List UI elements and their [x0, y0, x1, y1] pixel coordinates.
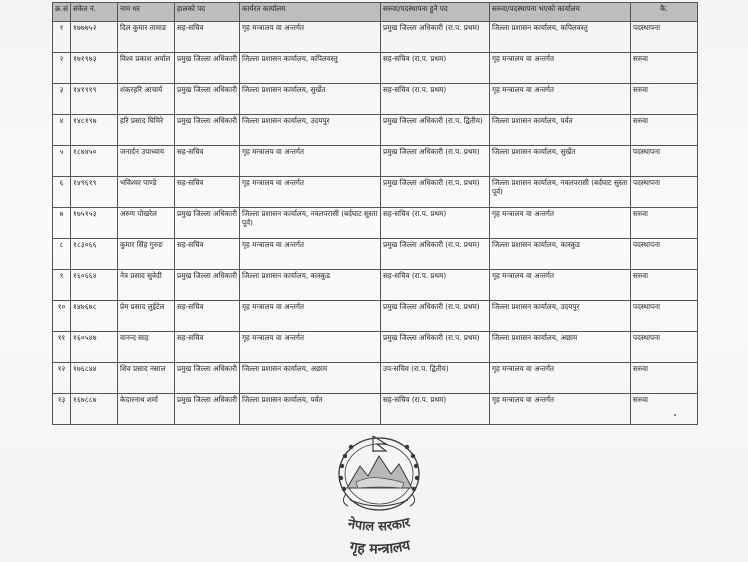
transfer-table [52, 2, 698, 425]
cell-code: १६७८८७ [71, 394, 118, 425]
cell-current-post: सह-सचिव [175, 22, 240, 53]
cell-office: जिल्ला प्रशासन कार्यालय, अछाम [240, 363, 381, 394]
cell-new-office: जिल्ला प्रशासन कार्यालय, नवलपरासी (बर्दघाट सुस्ता पूर्व) [490, 177, 631, 208]
cell-name: नेत्र प्रसाद सुवेदी [118, 270, 175, 301]
cell-name: प्रेम प्रसाद लुईटेल [118, 301, 175, 332]
cell-new-office: जिल्ला प्रशासन कार्यालय, सुर्खेत [490, 146, 631, 177]
cell-code: १४९६१९ [71, 177, 118, 208]
cell-office: गृह मन्त्रालय वा अन्तर्गत [240, 177, 381, 208]
cell-new-office: जिल्ला प्रशासन कार्यालय, उदयपुर [490, 301, 631, 332]
cell-code: १६०६६४ [71, 270, 118, 301]
cell-current-post: प्रमुख जिल्ला अधिकारी [175, 84, 240, 115]
cell-sn: ९ [53, 270, 71, 301]
cell-office: जिल्ला प्रशासन कार्यालय, सुर्खेत [240, 84, 381, 115]
cell-current-post: सह-सचिव [175, 177, 240, 208]
cell-code: १४१९१९ [71, 84, 118, 115]
cell-sn: ८ [53, 239, 71, 270]
cell-office: जिल्ला प्रशासन कार्यालय, कपिलवस्तु [240, 53, 381, 84]
cell-name: वानन्द साह [118, 332, 175, 363]
cell-sn: ११ [53, 332, 71, 363]
cell-office: जिल्ला प्रशासन कार्यालय, नवलपरासी (बर्दघाट सुस्ता पूर्व) [240, 208, 381, 239]
cell-new-post: सह-सचिव (रा.प. प्रथम) [381, 394, 490, 425]
svg-text:नेपाल सरकार [346, 515, 413, 534]
cell-current-post: प्रमुख जिल्ला अधिकारी [175, 270, 240, 301]
table-row [53, 115, 698, 146]
cell-current-post: सह-सचिव [175, 239, 240, 270]
table-header-row [53, 3, 698, 22]
cell-code: १७७७५२ [71, 22, 118, 53]
header-remark: कै. [631, 3, 698, 22]
cell-new-office: गृह मन्त्रालय वा अन्तर्गत [490, 84, 631, 115]
cell-new-office: गृह मन्त्रालय वा अन्तर्गत [490, 394, 631, 425]
cell-sn: २ [53, 53, 71, 84]
ministry-seal [320, 432, 438, 557]
header-sn: क्र.सं [53, 3, 71, 22]
cell-current-post: प्रमुख जिल्ला अधिकारी [175, 115, 240, 146]
cell-name: विश्व प्रकाश अर्याल [118, 53, 175, 84]
cell-name: शंकरहरि आचार्य [118, 84, 175, 115]
cell-sn: ४ [53, 115, 71, 146]
cell-remark: सरुवा [631, 394, 698, 425]
seal-line2: गृह मन्त्रालय [348, 537, 412, 557]
cell-new-post: प्रमुख जिल्ला अधिकारी (रा.प. प्रथम) [381, 301, 490, 332]
cell-code: १७१९७३ [71, 53, 118, 84]
cell-name: अरुण पोखरेल [118, 208, 175, 239]
cell-office: गृह मन्त्रालय वा अन्तर्गत [240, 22, 381, 53]
cell-office: जिल्ला प्रशासन कार्यालय, उदयपुर [240, 115, 381, 146]
table-row [53, 146, 698, 177]
cell-remark: सरुवा [631, 363, 698, 394]
header-office: कार्यरत कार्यालय [240, 3, 381, 22]
table-row [53, 177, 698, 208]
cell-new-post: प्रमुख जिल्ला अधिकारी (रा.प. प्रथम) [381, 239, 490, 270]
table-row [53, 301, 698, 332]
cell-current-post: प्रमुख जिल्ला अधिकारी [175, 208, 240, 239]
cell-new-post: प्रमुख जिल्ला अधिकारी (रा.प. प्रथम) [381, 22, 490, 53]
table-row [53, 84, 698, 115]
cell-new-office: जिल्ला प्रशासन कार्यालय, अछाम [490, 332, 631, 363]
cell-remark: पदस्थापना [631, 332, 698, 363]
cell-new-post: प्रमुख जिल्ला अधिकारी (रा.प. प्रथम) [381, 146, 490, 177]
cell-new-post: उप-सचिव (रा.प. द्वितीय) [381, 363, 490, 394]
table-row [53, 22, 698, 53]
cell-new-post: प्रमुख जिल्ला अधिकारी (रा.प. प्रथम) [381, 177, 490, 208]
cell-remark: सरुवा [631, 270, 698, 301]
cell-code: १७६८४४ [71, 363, 118, 394]
cell-name: जनार्दन उपाध्याय [118, 146, 175, 177]
cell-current-post: प्रमुख जिल्ला अधिकारी [175, 363, 240, 394]
cell-office: गृह मन्त्रालय वा अन्तर्गत [240, 146, 381, 177]
cell-sn: ५ [53, 146, 71, 177]
header-new-office: सरुवा/पदस्थापना भएको कार्यालय [490, 3, 631, 22]
cell-new-post: सह-सचिव (रा.प. प्रथम) [381, 208, 490, 239]
cell-remark: पदस्थापना [631, 22, 698, 53]
cell-office: गृह मन्त्रालय वा अन्तर्गत [240, 239, 381, 270]
cell-new-office: जिल्ला प्रशासन कार्यालय, कपिलवस्तु [490, 22, 631, 53]
cell-name: केदारनाथ शर्मा [118, 394, 175, 425]
cell-remark: सरुवा [631, 208, 698, 239]
cell-new-office: जिल्ला प्रशासन कार्यालय, पर्वत [490, 115, 631, 146]
cell-new-post: सह-सचिव (रा.प. प्रथम) [381, 270, 490, 301]
svg-text:गृह मन्त्रालय [347, 537, 412, 557]
cell-sn: ६ [53, 177, 71, 208]
seal-line1: नेपाल सरकार [346, 515, 412, 535]
table-row [53, 363, 698, 394]
header-code: संकेत नं. [71, 3, 118, 22]
table-row [53, 332, 698, 363]
cell-remark: पदस्थापना [631, 239, 698, 270]
cell-remark: सरुवा [631, 53, 698, 84]
cell-sn: ३ [53, 84, 71, 115]
cell-remark: सरुवा [631, 84, 698, 115]
cell-name: शिव प्रसाद नसाल [118, 363, 175, 394]
cell-office: जिल्ला प्रशासन कार्यालय, पर्वत [240, 394, 381, 425]
cell-current-post: प्रमुख जिल्ला अधिकारी [175, 394, 240, 425]
cell-office: गृह मन्त्रालय वा अन्तर्गत [240, 301, 381, 332]
header-current-post: हालको पद [175, 3, 240, 22]
cell-sn: १३ [53, 394, 71, 425]
cell-remark: पदस्थापना [631, 146, 698, 177]
cell-code: १८७४५० [71, 146, 118, 177]
cell-current-post: सह-सचिव [175, 301, 240, 332]
cell-code: १८३०६६ [71, 239, 118, 270]
cell-name: हरि प्रसाद घिमिरे [118, 115, 175, 146]
cell-new-office: गृह मन्त्रालय वा अन्तर्गत [490, 363, 631, 394]
cell-sn: १ [53, 22, 71, 53]
header-new-post: सरुवा/पदस्थापना हुने पद [381, 3, 490, 22]
cell-new-office: गृह मन्त्रालय वा अन्तर्गत [490, 208, 631, 239]
cell-sn: ७ [53, 208, 71, 239]
cell-code: १४७६७८ [71, 301, 118, 332]
cell-name: कुमार सिंह गुरुङ [118, 239, 175, 270]
cell-new-office: गृह मन्त्रालय वा अन्तर्गत [490, 270, 631, 301]
cell-office: गृह मन्त्रालय वा अन्तर्गत [240, 332, 381, 363]
cell-current-post: सह-सचिव [175, 146, 240, 177]
cell-new-office: जिल्ला प्रशासन कार्यालय, कास्कुड [490, 239, 631, 270]
cell-name: भविश्वर पाण्डे [118, 177, 175, 208]
cell-remark: सरुवा [631, 115, 698, 146]
cell-code: १६०५४७ [71, 332, 118, 363]
cell-remark: पदस्थापना [631, 301, 698, 332]
table-row [53, 239, 698, 270]
scan-speck [674, 414, 676, 416]
cell-sn: १२ [53, 363, 71, 394]
cell-new-post: सह-सचिव (रा.प. प्रथम) [381, 84, 490, 115]
table-row [53, 53, 698, 84]
cell-sn: १० [53, 301, 71, 332]
cell-office: जिल्ला प्रशासन कार्यालय, कास्कुड [240, 270, 381, 301]
cell-new-post: सह-सचिव (रा.प. प्रथम) [381, 53, 490, 84]
cell-new-post: प्रमुख जिल्ला अधिकारी (रा.प. द्वितीय) [381, 115, 490, 146]
table-row [53, 270, 698, 301]
header-name: नाम थर [118, 3, 175, 22]
table-row [53, 394, 698, 425]
cell-remark: पदस्थापना [631, 177, 698, 208]
cell-new-post: प्रमुख जिल्ला अधिकारी (रा.प. प्रथम) [381, 332, 490, 363]
cell-code: १४८१९७ [71, 115, 118, 146]
cell-name: दिल कुमार तामाङ [118, 22, 175, 53]
table-row [53, 208, 698, 239]
cell-current-post: प्रमुख जिल्ला अधिकारी [175, 53, 240, 84]
cell-code: १७५१५३ [71, 208, 118, 239]
cell-current-post: सह-सचिव [175, 332, 240, 363]
cell-new-office: गृह मन्त्रालय वा अन्तर्गत [490, 53, 631, 84]
